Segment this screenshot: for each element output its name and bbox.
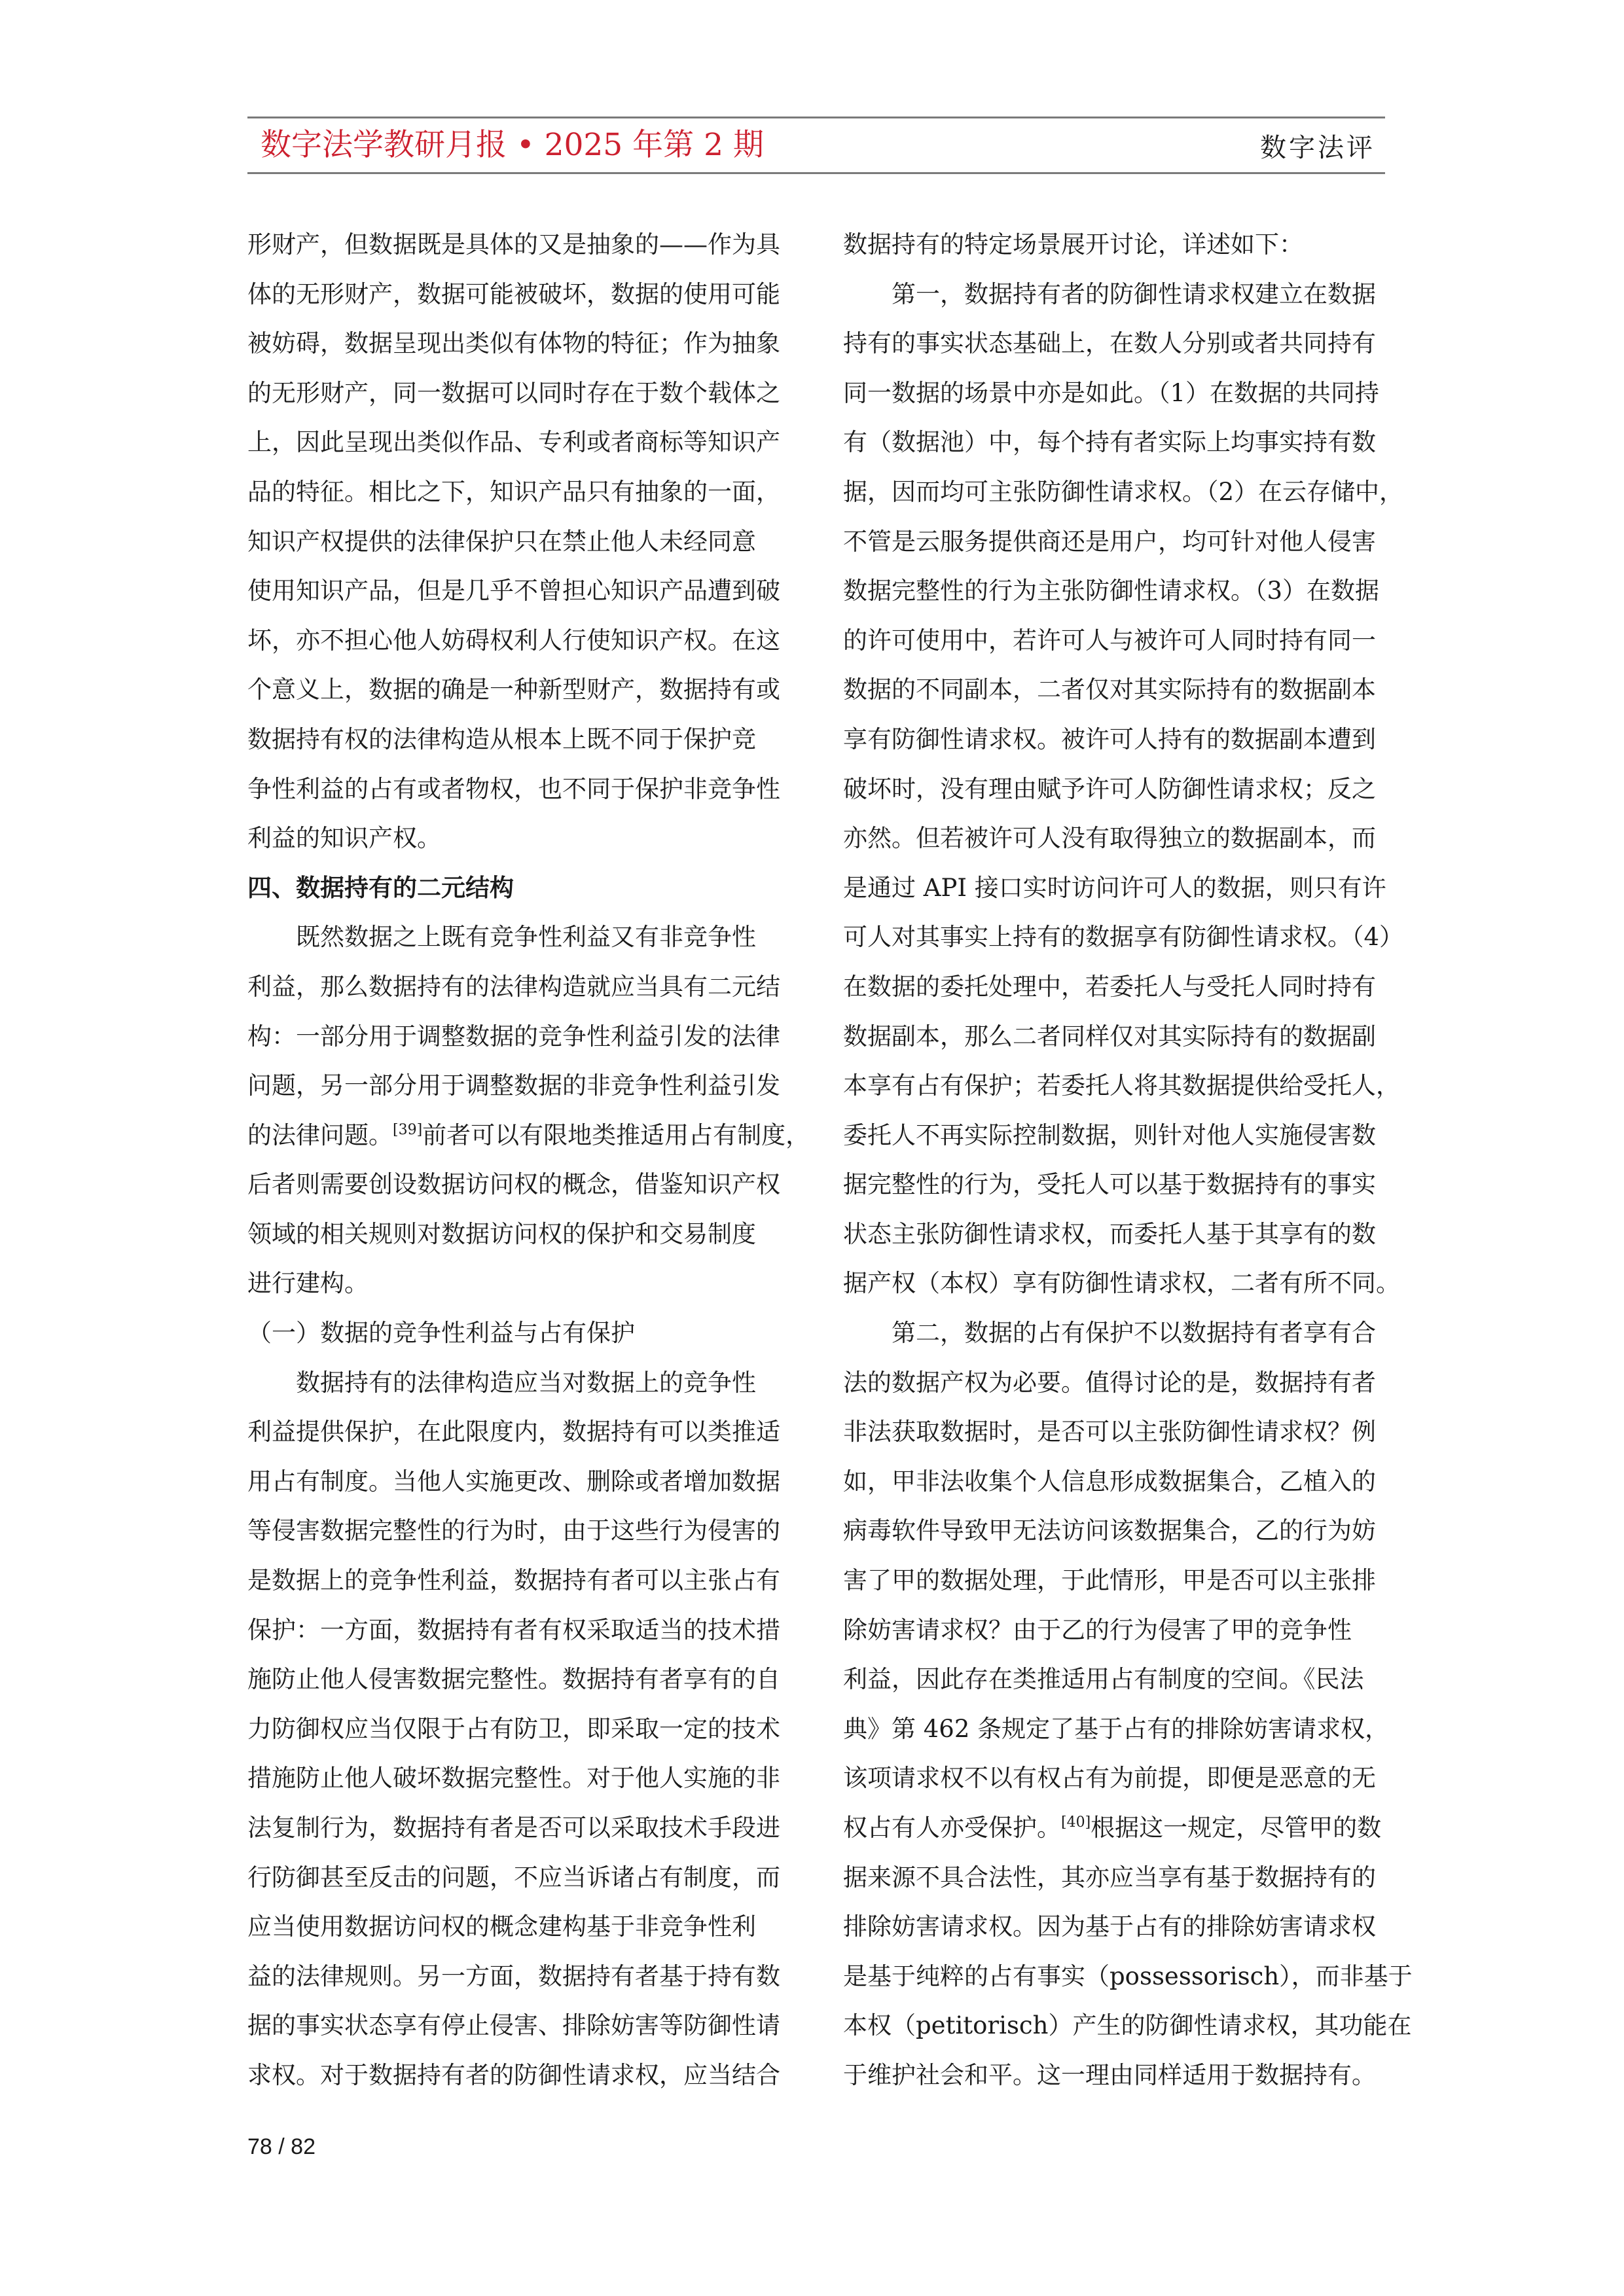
text-segment: 根据这一规定，尽管甲的数 [1091,1814,1382,1842]
text-line: 状态主张防御性请求权，而委托人基于其享有的数 [843,1219,1376,1248]
text-line: 利益，因此存在类推适用占有制度的空间。《民法 [843,1665,1364,1694]
text-line: 在数据的委托处理中，若委托人与受托人同时持有 [843,972,1376,1001]
section-tag: 数字法评 [1260,133,1375,163]
text-line: 排除妨害请求权。因为基于占有的排除妨害请求权 [843,1912,1376,1941]
text-segment: 的法律问题。 [247,1121,393,1149]
text-line: 应当使用数据访问权的概念建构基于非竞争性利 [247,1912,756,1941]
text-line: 体的无形财产，数据可能被破坏，数据的使用可能 [247,279,780,308]
text-line: 行防御甚至反击的问题，不应当诉诸占有制度，而 [247,1863,780,1892]
text-line: 问题，另一部分用于调整数据的非竞争性利益引发 [247,1071,780,1100]
text-line: 据完整性的行为，受托人可以基于数据持有的事实 [843,1170,1376,1199]
text-line: 本享有占有保护；若委托人将其数据提供给受托人， [843,1071,1400,1100]
left-column [247,220,810,2100]
text-line: 施防止他人侵害数据完整性。数据持有者享有的自 [247,1665,780,1694]
text-line: 数据的不同副本，二者仅对其实际持有的数据副本 [843,675,1376,704]
text-line: 被妨碍，数据呈现出类似有体物的特征；作为抽象 [247,329,780,358]
text-line: 的许可使用中，若许可人与被许可人同时持有同一 [843,626,1376,655]
text-line: 个意义上，数据的确是一种新型财产，数据持有或 [247,675,780,704]
text-line: 坏，亦不担心他人妨碍权利人行使知识产权。在这 [247,626,780,655]
text-line: 品的特征。相比之下，知识产品只有抽象的一面， [247,477,780,506]
header-bottom-rule [247,172,1385,174]
text-line: 病毒软件导致甲无法访问该数据集合，乙的行为妨 [843,1516,1376,1545]
page-number: 78 / 82 [247,2134,316,2159]
text-line: 有（数据池）中，每个持有者实际上均事实持有数 [843,428,1376,457]
footnote-ref-40[interactable]: [40] [1061,1814,1091,1831]
text-line: 持有的事实状态基础上，在数人分别或者共同持有 [843,329,1376,358]
text-line: 求权。对于数据持有者的防御性请求权，应当结合 [247,2060,780,2089]
text-line: 第二，数据的占有保护不以数据持有者享有合 [843,1319,1376,1348]
text-line: 既然数据之上既有竞争性利益又有非竞争性 [247,923,756,952]
text-line: 措施防止他人破坏数据完整性。对于他人实施的非 [247,1764,780,1793]
text-line: 可人对其事实上持有的数据享有防御性请求权。（4） [843,923,1404,952]
text-line: 进行建构。 [247,1269,369,1298]
text-line: 数据副本，那么二者同样仅对其实际持有的数据副 [843,1022,1376,1050]
text-line: 于维护社会和平。这一理由同样适用于数据持有。 [843,2060,1376,2089]
text-line [247,1111,810,1160]
header-top-rule [247,117,1385,118]
text-line: 该项请求权不以有权占有为前提，即便是恶意的无 [843,1764,1376,1793]
text-line: 利益，那么数据持有的法律构造就应当具有二元结 [247,972,780,1001]
text-line: 益的法律规则。另一方面，数据持有者基于持有数 [247,1962,780,1990]
journal-title: 数字法学教研月报 • 2025 年第 2 期 [261,127,764,163]
text-line: 构：一部分用于调整数据的竞争性利益引发的法律 [247,1022,780,1050]
text-line: 法复制行为，数据持有者是否可以采取技术手段进 [247,1814,780,1842]
text-line: 等侵害数据完整性的行为时，由于这些行为侵害的 [247,1516,780,1545]
text-line: 是通过 API 接口实时访问许可人的数据，则只有许 [843,873,1386,902]
text-line: 形财产，但数据既是具体的又是抽象的——作为具 [247,230,780,259]
text-line: 上，因此呈现出类似作品、专利或者商标等知识产 [247,428,780,457]
text-line: 据，因而均可主张防御性请求权。（2）在云存储中， [843,477,1404,506]
text-line: 利益的知识产权。 [247,824,441,853]
text-line: 数据完整性的行为主张防御性请求权。（3）在数据 [843,577,1380,605]
text-line: 第一，数据持有者的防御性请求权建立在数据 [843,279,1376,308]
text-line: 本权（petitorisch）产生的防御性请求权，其功能在 [843,2011,1412,2040]
text-line: 争性利益的占有或者物权，也不同于保护非竞争性 [247,774,780,803]
text-line [843,1803,1382,1853]
text-line: 破坏时，没有理由赋予许可人防御性请求权；反之 [843,774,1376,803]
section-heading: 四、数据持有的二元结构 [247,873,514,902]
text-line: 同一数据的场景中亦是如此。（1）在数据的共同持 [843,378,1380,407]
text-segment: 前者可以有限地类推适用占有制度， [422,1121,810,1149]
text-line: 如，甲非法收集个人信息形成数据集合，乙植入的 [843,1467,1376,1496]
text-line: 力防御权应当仅限于占有防卫，即采取一定的技术 [247,1714,780,1743]
text-line: 保护：一方面，数据持有者有权采取适当的技术措 [247,1615,780,1644]
text-line: 后者则需要创设数据访问权的概念，借鉴知识产权 [247,1170,780,1199]
sub-heading: （一）数据的竞争性利益与占有保护 [247,1319,635,1348]
text-line: 数据持有权的法律构造从根本上既不同于保护竞 [247,725,756,753]
text-line: 据的事实状态享有停止侵害、排除妨害等防御性请 [247,2011,780,2040]
text-line: 数据持有的法律构造应当对数据上的竞争性 [247,1368,756,1397]
paragraph-dual-structure [247,912,810,1308]
text-line: 非法获取数据时，是否可以主张防御性请求权？例 [843,1418,1376,1446]
text-segment: 权占有人亦受保护。 [843,1814,1061,1842]
text-line: 领域的相关规则对数据访问权的保护和交易制度 [247,1219,756,1248]
right-column [843,220,1413,2100]
footnote-ref-39[interactable]: [39] [393,1121,423,1138]
text-line: 的无形财产，同一数据可以同时存在于数个载体之 [247,378,780,407]
text-line: 据来源不具合法性，其亦应当享有基于数据持有的 [843,1863,1376,1892]
text-line: 用占有制度。当他人实施更改、删除或者增加数据 [247,1467,780,1496]
text-line: 据产权（本权）享有防御性请求权，二者有所不同。 [843,1269,1400,1298]
text-line: 利益提供保护，在此限度内，数据持有可以类推适 [247,1418,780,1446]
text-line: 除妨害请求权？由于乙的行为侵害了甲的竞争性 [843,1615,1352,1644]
paragraph-possession-protection [247,1358,778,2100]
text-line: 享有防御性请求权。被许可人持有的数据副本遭到 [843,725,1376,753]
text-line: 是数据上的竞争性利益，数据持有者可以主张占有 [247,1566,780,1595]
text-line: 亦然。但若被许可人没有取得独立的数据副本，而 [843,824,1376,853]
text-line: 数据持有的特定场景展开讨论，详述如下： [843,230,1303,259]
text-line: 委托人不再实际控制数据，则针对他人实施侵害数 [843,1121,1376,1149]
text-line: 知识产权提供的法律保护只在禁止他人未经同意 [247,527,756,556]
text-line: 不管是云服务提供商还是用户，均可针对他人侵害 [843,527,1376,556]
text-line: 法的数据产权为必要。值得讨论的是，数据持有者 [843,1368,1376,1397]
text-line: 典》第 462 条规定了基于占有的排除妨害请求权， [843,1714,1390,1743]
text-line: 是基于纯粹的占有事实（possessorisch），而非基于 [843,1962,1413,1990]
text-line: 害了甲的数据处理，于此情形，甲是否可以主张排 [843,1566,1376,1595]
paragraph-intangible-property [247,220,778,863]
text-line: 使用知识产品，但是几乎不曾担心知识产品遭到破 [247,577,780,605]
